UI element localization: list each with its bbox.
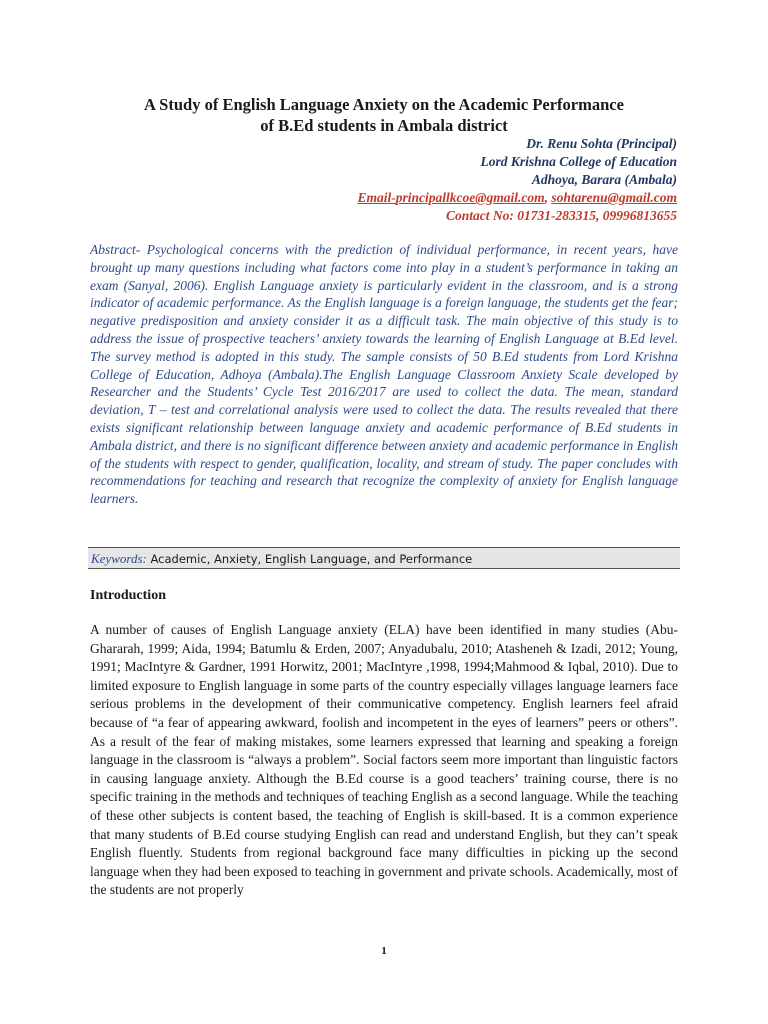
author-block <box>217 135 677 225</box>
author-location: Adhoya, Barara (Ambala) <box>531 172 677 187</box>
author-name: Dr. Renu Sohta (Principal) <box>526 136 677 151</box>
author-institution: Lord Krishna College of Education <box>480 154 677 169</box>
email-separator: , <box>544 190 552 205</box>
paper-title <box>90 94 678 136</box>
email-prefix: Email- <box>357 190 396 205</box>
email-link-secondary[interactable]: sohtarenu@gmail.com <box>551 190 677 205</box>
introduction-paragraph: A number of causes of English Language anxiety (ELA) have been identified in many studies (Abu-Ghararah, 1999; Aida, 1994; Batumlu & Erden, 2007; Anyadubalu, 2010; Atasheneh & Izadi, 2012; Young, 1991; MacIntyre & Gardner, 1991 Horwitz, 2001; MacIntyre ,1998, 1994;Mahmood & Iqbal, 2010). Due to limited exposure to English language in some parts of the country especially villages language learners face serious problems in the development of their communicative competency. English learners feel afraid because of “a fear of appearing awkward, foolish and incompetent in the eyes of learners” peers or others”. As a result of the fear of making mistakes, some learners expressed that learning and speaking a foreign language in the classroom is “always a problem”. Social factors seem more important than linguistic factors in causing language anxiety. Although the B.Ed course is a good teachers’ training course, there is no specific training in the methods and techniques of teaching English as a second language. While the teaching of these other subjects is content based, the teaching of English is skill-based. It is a common experience that many students of B.Ed course studying English can read and understand English, but they can’t speak English fluently. Students from regional background face many difficulties in picking up the second language when they had been exposed to teaching in government and private schools. Academically, most of the students are not properly <box>90 622 678 898</box>
email-primary: principallkcoe@gmail.com <box>395 190 545 205</box>
email-link-primary[interactable] <box>358 190 545 205</box>
title-line-1: A Study of English Language Anxiety on the Academic Performance <box>144 95 624 114</box>
page-number: 1 <box>381 945 387 957</box>
section-heading-introduction: Introduction <box>90 588 166 603</box>
abstract: Abstract- Psychological concerns with the prediction of individual performance, in recent years, have brought up many questions including what factors come into play in a student’s performance in taking an exam (Sanyal, 2006). English Language anxiety is particularly evident in the classroom, and is a strong indicator of academic performance. As the English language is a foreign language, the students get the fear; negative predisposition and anxiety consider it as a difficult task. The main objective of this study is to address the issue of prospective teachers’ anxiety towards the learning of English Language at B.Ed level. The survey method is adopted in this study. The sample consists of 50 B.Ed students from Lord Krishna College of Education, Adhoya (Ambala).The English Language Classroom Anxiety Scale developed by Researcher and the Students’ Cycle Test 2016/2017 are used to collect the data. The mean, standard deviation, T – test and correlational analysis were used to collect the data. The results revealed that there exists significant relationship between language anxiety and academic performance of B.Ed students in Ambala district, and there is no significant difference between anxiety and academic performance in English of the students with respect to gender, qualification, locality, and stream of study. The paper concludes with recommendations for teaching and research that recognize the complexity of anxiety for English language learners. <box>90 242 678 507</box>
keywords-label: Keywords: <box>91 551 147 566</box>
title-line-2: of B.Ed students in Ambala district <box>260 116 508 135</box>
keywords-bar <box>88 547 680 569</box>
author-emails <box>217 189 677 207</box>
keywords-text: Academic, Anxiety, English Language, and Performance <box>146 552 473 566</box>
author-contact: Contact No: 01731-283315, 09996813655 <box>446 208 677 223</box>
